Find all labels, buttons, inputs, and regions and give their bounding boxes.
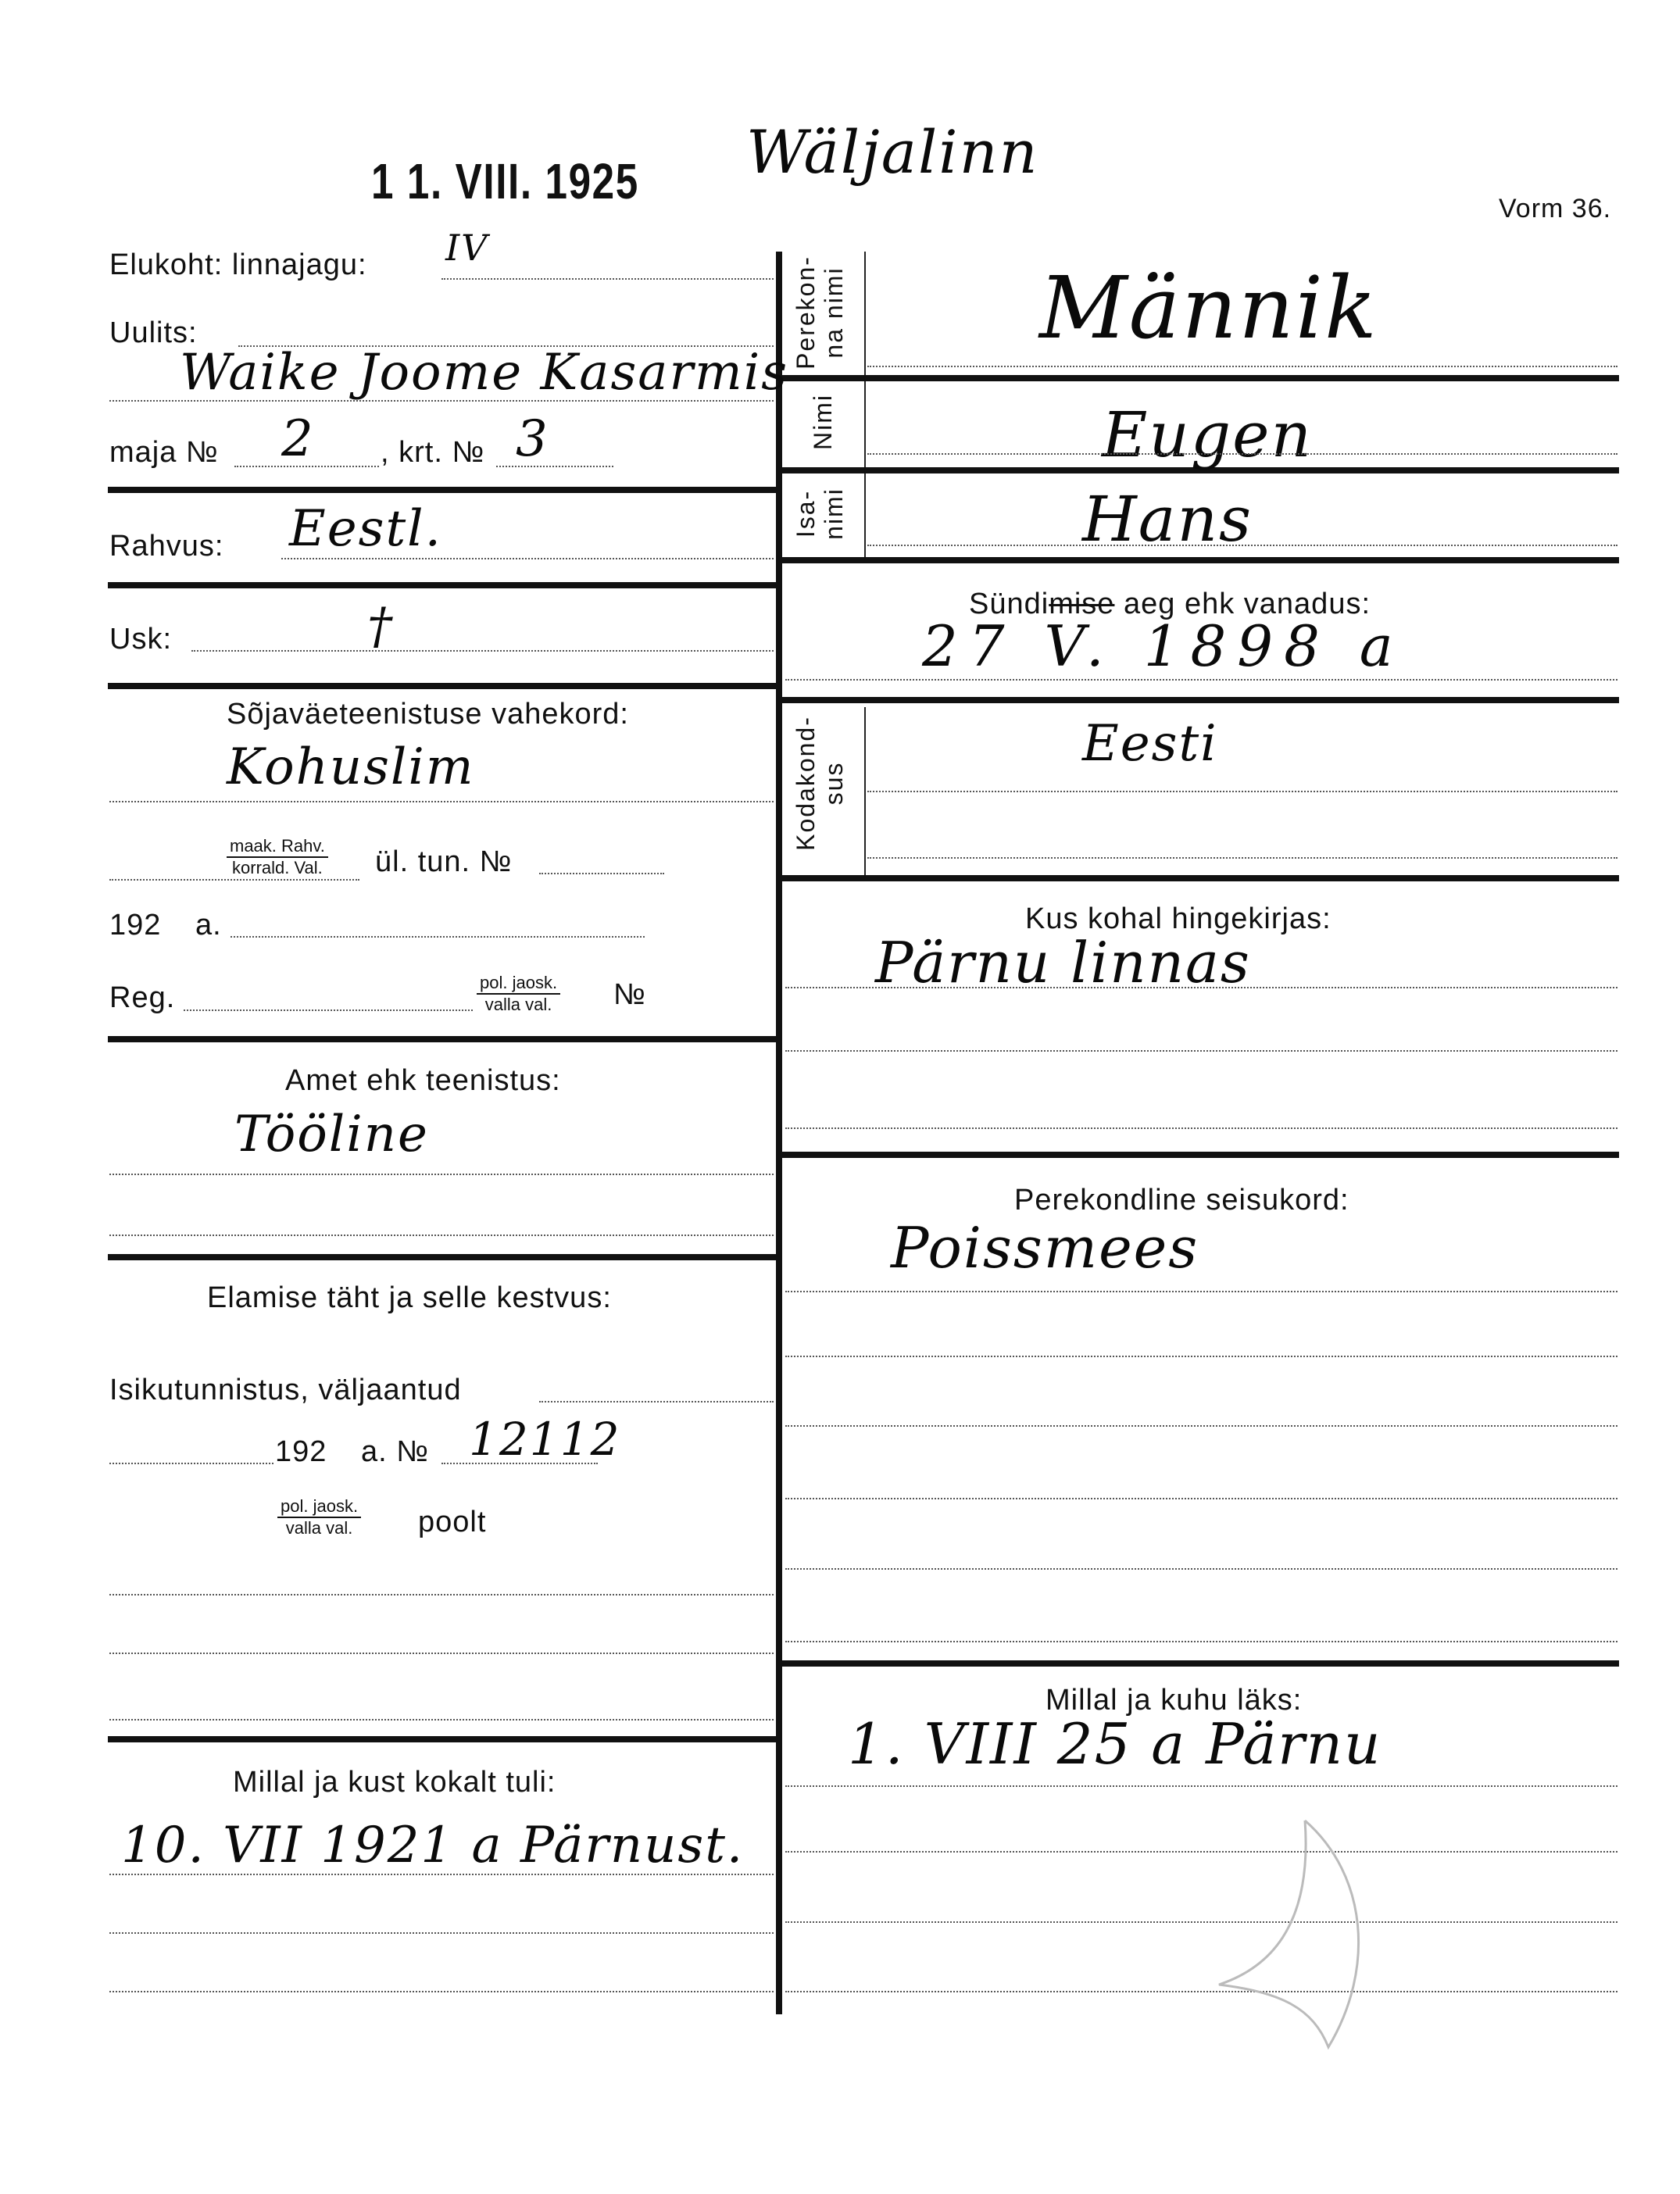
usk-value: † bbox=[367, 598, 394, 656]
dotted-line bbox=[867, 453, 1617, 455]
krt-label: , krt. № bbox=[381, 436, 485, 469]
divider bbox=[108, 487, 778, 493]
dotted-line bbox=[109, 1463, 273, 1464]
dotted-line bbox=[867, 857, 1617, 859]
dotted-line bbox=[109, 1932, 774, 1934]
isik-no-value: 12112 bbox=[469, 1413, 621, 1466]
divider bbox=[108, 582, 778, 588]
divider bbox=[108, 683, 778, 689]
sojavae-value: Kohuslim bbox=[227, 738, 475, 796]
perekonnanimi-value: Männik bbox=[1039, 258, 1378, 358]
sundimise-label-struck: mise bbox=[1049, 588, 1115, 620]
reg-no: № bbox=[613, 978, 646, 1011]
isanimi-label-line1: Isa- bbox=[792, 489, 820, 538]
isanimi-value: Hans bbox=[1082, 483, 1253, 556]
dotted-line bbox=[231, 936, 645, 938]
label-column-divider-kodakondsus bbox=[864, 707, 866, 875]
dotted-line bbox=[785, 1568, 1617, 1570]
dotted-line bbox=[191, 650, 774, 652]
dotted-line bbox=[539, 1401, 774, 1403]
tuli-value: 10. VII 1921 a Pärnust. bbox=[121, 1817, 745, 1874]
divider bbox=[108, 1254, 778, 1260]
uulits-value: Waike Joome Kasarmis bbox=[180, 344, 789, 402]
rahvus-value: Eestl. bbox=[289, 500, 442, 558]
dotted-line bbox=[785, 1785, 1617, 1787]
elukoht-label: Elukoht: linnajagu: bbox=[109, 248, 367, 281]
dotted-line bbox=[867, 545, 1617, 546]
poolt-label: poolt bbox=[418, 1506, 487, 1538]
pol-bottom: valla val. bbox=[285, 1518, 353, 1538]
dotted-line bbox=[184, 1009, 473, 1011]
pol-bottom: valla val. bbox=[484, 995, 552, 1014]
isik-a-no: a. № bbox=[361, 1435, 430, 1468]
maja-label: maja № bbox=[109, 436, 219, 469]
kodakondsus-label-line2: sus bbox=[820, 761, 848, 806]
divider bbox=[781, 375, 1619, 381]
perekondline-value: Poissmees bbox=[891, 1215, 1199, 1281]
kodakondsus-label-line1: Kodakond- bbox=[792, 716, 820, 851]
kodakondsus-label bbox=[792, 703, 848, 863]
dotted-line bbox=[109, 879, 359, 881]
kodakondsus-value: Eesti bbox=[1082, 715, 1218, 773]
dotted-line bbox=[785, 1050, 1617, 1052]
sundimise-value: 27 V. 1898 a bbox=[922, 613, 1404, 679]
dotted-line bbox=[496, 466, 613, 467]
uulits-label: Uulits: bbox=[109, 316, 198, 349]
maak-korrald-fraction bbox=[227, 836, 328, 878]
date-stamp: 1 1. VIII. 1925 bbox=[371, 153, 639, 209]
year-a: a. bbox=[195, 909, 222, 942]
divider bbox=[108, 1736, 778, 1742]
rahvus-label: Rahvus: bbox=[109, 530, 224, 563]
maak-top: maak. Rahv. bbox=[227, 836, 328, 858]
center-divider bbox=[776, 252, 782, 2014]
krt-value: 3 bbox=[516, 410, 549, 468]
dotted-line bbox=[785, 1127, 1617, 1129]
sundimise-label-part: Sündi bbox=[969, 588, 1049, 620]
divider bbox=[781, 1152, 1619, 1158]
dotted-line bbox=[441, 1463, 598, 1464]
divider bbox=[781, 697, 1619, 703]
ul-tun-label: ül. tun. № bbox=[375, 845, 513, 878]
sundimise-label-part: aeg ehk vanadus: bbox=[1114, 588, 1371, 620]
reg-label: Reg. bbox=[109, 981, 176, 1014]
dotted-line bbox=[281, 558, 774, 559]
lahks-label: Millal ja kuhu läks: bbox=[1046, 1684, 1303, 1717]
maak-bottom: korrald. Val. bbox=[232, 858, 323, 877]
isikutunnistus-label: Isikutunnistus, väljaantud bbox=[109, 1374, 462, 1406]
reg-pol-fraction bbox=[477, 973, 560, 1015]
lahks-value: 1. VIII 25 a Pärnu bbox=[848, 1711, 1382, 1777]
divider bbox=[108, 1036, 778, 1042]
dotted-line bbox=[109, 1653, 774, 1654]
dotted-line bbox=[867, 366, 1617, 367]
dotted-line bbox=[539, 873, 664, 874]
dotted-line bbox=[785, 679, 1617, 681]
dotted-line bbox=[785, 987, 1617, 988]
perekonnanimi-label-line2: na nimi bbox=[820, 266, 848, 359]
perekondline-label: Perekondline seisukord: bbox=[1014, 1184, 1349, 1217]
pencil-mark bbox=[1188, 1813, 1391, 2078]
dotted-line bbox=[441, 278, 774, 280]
form-number: Vorm 36. bbox=[1499, 194, 1612, 223]
divider bbox=[781, 1660, 1619, 1667]
nimi-label: Nimi bbox=[809, 394, 837, 450]
dotted-line bbox=[109, 1719, 774, 1721]
tuli-label: Millal ja kust kokalt tuli: bbox=[233, 1766, 556, 1799]
perekonnanimi-label bbox=[792, 254, 848, 371]
elamise-label: Elamise täht ja selle kestvus: bbox=[207, 1281, 612, 1314]
divider bbox=[781, 875, 1619, 881]
pol-top: pol. jaosk. bbox=[277, 1496, 361, 1518]
amet-label: Amet ehk teenistus: bbox=[285, 1064, 561, 1097]
nimi-value: Eugen bbox=[1102, 398, 1313, 471]
divider bbox=[781, 557, 1619, 563]
elukoht-value: IV bbox=[445, 227, 489, 269]
isik-year: 192 bbox=[275, 1435, 327, 1468]
pol-top: pol. jaosk. bbox=[477, 973, 560, 995]
dotted-line bbox=[785, 1498, 1617, 1499]
year-label: 192 bbox=[109, 909, 162, 942]
isik-pol-fraction bbox=[277, 1496, 361, 1538]
dotted-line bbox=[785, 1291, 1617, 1292]
label-column-divider-top bbox=[864, 252, 866, 560]
dotted-line bbox=[109, 1874, 774, 1875]
dotted-line bbox=[109, 1594, 774, 1595]
dotted-line bbox=[785, 1356, 1617, 1357]
dotted-line bbox=[109, 1174, 774, 1175]
maja-value: 2 bbox=[281, 410, 315, 468]
hingekiri-label: Kus kohal hingekirjas: bbox=[1025, 902, 1331, 935]
dotted-line bbox=[785, 1425, 1617, 1427]
perekonnanimi-label-line1: Perekon- bbox=[792, 255, 820, 370]
dotted-line bbox=[785, 1641, 1617, 1642]
dotted-line bbox=[109, 801, 774, 802]
dotted-line bbox=[867, 791, 1617, 792]
dotted-line bbox=[109, 1991, 774, 1992]
isanimi-label-line2: nimi bbox=[820, 488, 848, 540]
sojavae-label: Sõjaväeteenistuse vahekord: bbox=[227, 698, 629, 731]
amet-value: Tööline bbox=[234, 1106, 429, 1163]
dotted-line bbox=[109, 1235, 774, 1236]
usk-label: Usk: bbox=[109, 623, 172, 656]
isanimi-label bbox=[792, 473, 848, 555]
handwritten-district: Wäljalinn bbox=[746, 117, 1039, 187]
dotted-line bbox=[109, 400, 774, 402]
hingekiri-value: Pärnu linnas bbox=[875, 930, 1251, 995]
